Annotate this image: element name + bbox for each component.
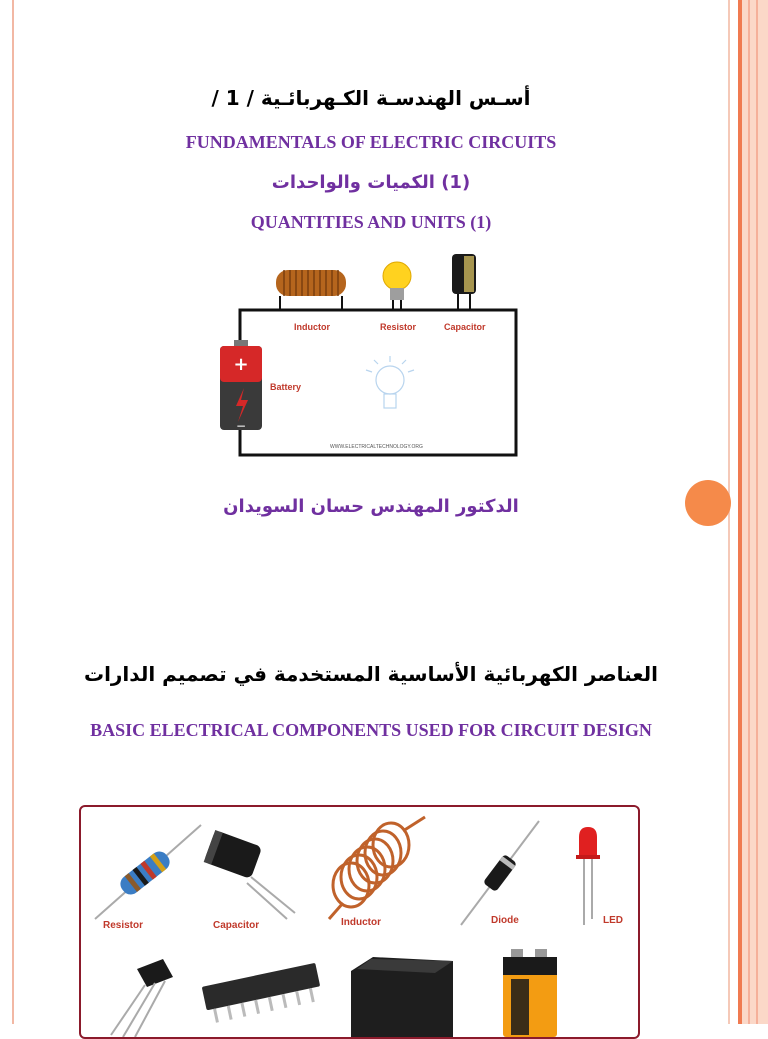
inductor-image (276, 270, 346, 310)
svg-text:+: + (233, 354, 249, 375)
capacitor-image (452, 254, 476, 310)
relay-image (351, 957, 453, 1037)
slide2-title-english: BASIC ELECTRICAL COMPONENTS USED FOR CIRCUIT DESIGN (90, 720, 652, 740)
right-border-stripe (756, 0, 758, 1024)
capacitor-image (204, 830, 295, 919)
light-bulb-image (383, 262, 411, 310)
circuit-label-capacitor: Capacitor (444, 322, 486, 332)
circuit-label-battery: Battery (270, 382, 302, 392)
component-label-led: LED (603, 915, 623, 926)
component-label-capacitor: Capacitor (213, 920, 260, 931)
circuit-diagram (214, 250, 534, 465)
circuit-label-resistor: Resistor (380, 322, 417, 332)
svg-text:−: − (235, 419, 247, 433)
slide-separator-dot (685, 480, 731, 526)
circuit-source-site: WWW.ELECTRICALTECHNOLOGY.ORG (330, 444, 423, 450)
component-label-inductor: Inductor (341, 917, 381, 928)
slide1-author-arabic: الدكتور المهندس حسان السويدان (223, 496, 519, 517)
led-image (576, 827, 600, 925)
component-label-diode: Diode (491, 915, 519, 926)
ic-chip-image (202, 963, 323, 1024)
slide1-subtitle-arabic: (1) الكميات والواحدات (271, 172, 471, 193)
slide2-title-arabic: العناصر الكهربائية الأساسية المستخدمة في تصميم الدارات (83, 662, 659, 686)
right-border-stripe (748, 0, 750, 1024)
diode-image (461, 821, 539, 925)
component-label-resistor: Resistor (103, 920, 144, 931)
slide1-title-english: FUNDAMENTALS OF ELECTRIC CIRCUITS (185, 132, 557, 152)
transistor-image (111, 959, 173, 1037)
inductor-coil-image (329, 817, 425, 919)
components-image-panel (79, 805, 640, 1039)
slide1-title-arabic: أسـس الهندسـة الكـهربائـية / 1 / (211, 86, 531, 110)
resistor-image (95, 825, 201, 919)
slide1-subtitle-english: QUANTITIES AND UNITS (1) (250, 212, 492, 232)
circuit-label-inductor: Inductor (294, 322, 330, 332)
right-border-band (742, 0, 768, 1024)
right-border-accent (738, 0, 742, 1024)
bulb-watermark-icon (366, 356, 414, 408)
battery-image (220, 340, 262, 433)
